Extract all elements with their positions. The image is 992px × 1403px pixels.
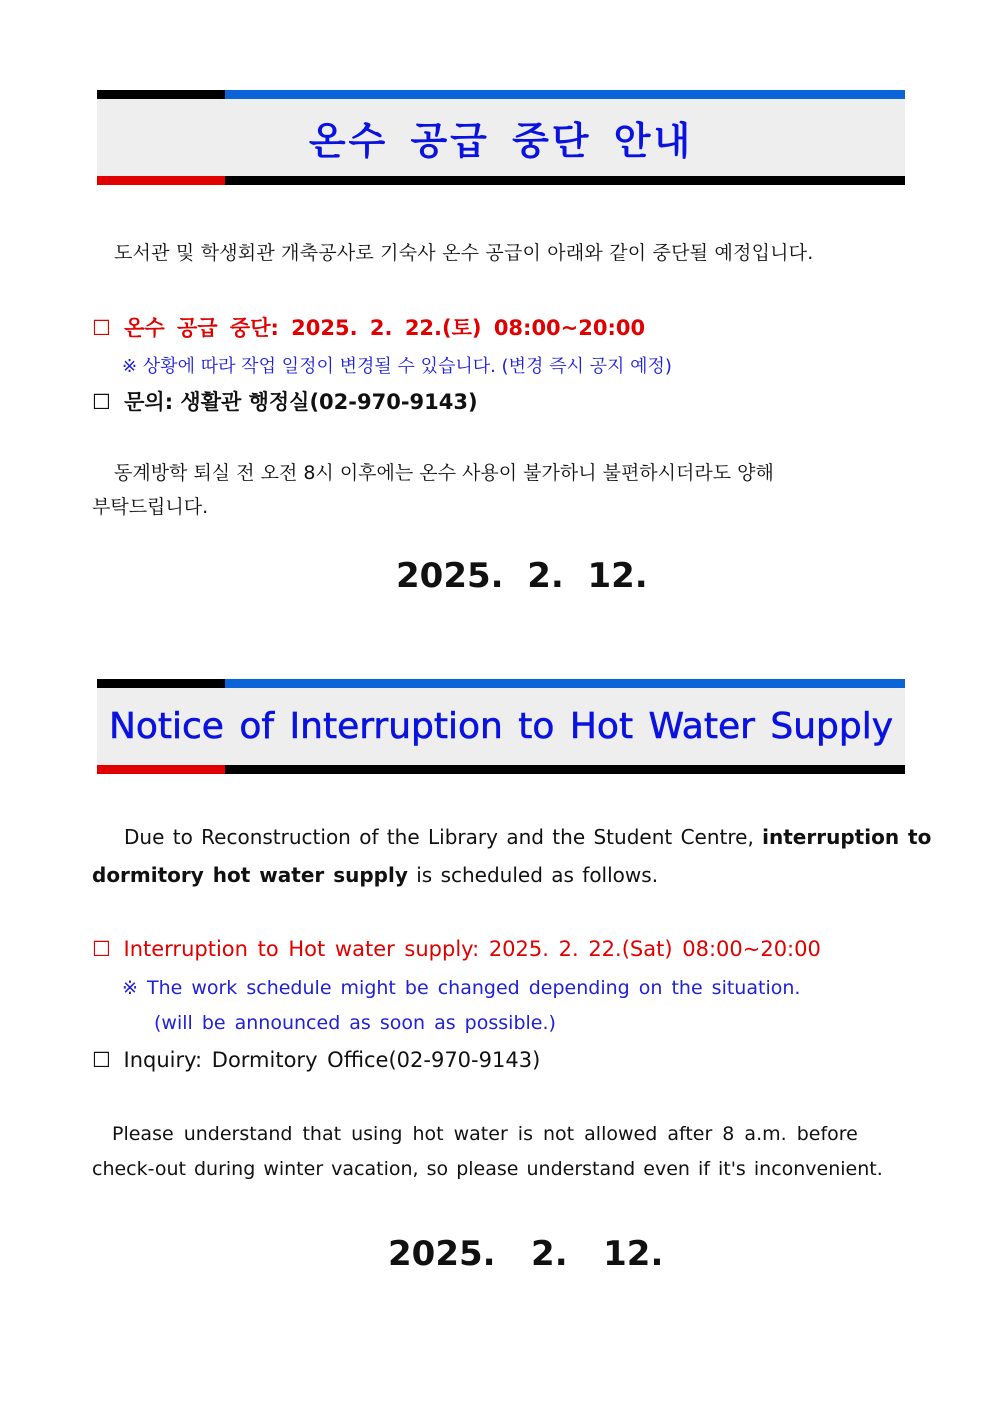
korean-outage-text: 온수 공급 중단: 2025. 2. 22.(토) 08:00~20:00 [124, 316, 646, 340]
english-note-line1: ※ The work schedule might be changed depending on the situation. [122, 977, 801, 999]
banner-top-bar [97, 679, 905, 688]
english-intro-a: Due to Reconstruction of the Library and the Student Centre, [124, 825, 754, 849]
english-intro-c: dormitory hot water supply [92, 863, 408, 887]
english-date: 2025. 2. 12. [388, 1234, 664, 1274]
checkbox-icon: ☐ [92, 937, 111, 961]
checkbox-icon: ☐ [92, 390, 111, 414]
english-intro-b: interruption to [762, 825, 932, 849]
english-item-inquiry [92, 1048, 540, 1072]
korean-intro: 도서관 및 학생회관 개축공사로 기숙사 온수 공급이 아래와 같이 중단될 예정입니다. [114, 242, 814, 264]
korean-inquiry-text: 문의: 생활관 행정실(02-970-9143) [124, 390, 478, 414]
korean-closing-line2: 부탁드립니다. [92, 496, 209, 518]
banner-bottom-bar [97, 176, 905, 185]
banner-top-bar [97, 90, 905, 99]
korean-item-inquiry [92, 386, 478, 416]
english-intro-d: is scheduled as follows. [416, 863, 659, 887]
english-closing-line2: check-out during winter vacation, so please understand even if it's inconvenient. [92, 1158, 883, 1180]
korean-note: ※ 상황에 따라 작업 일정이 변경될 수 있습니다. (변경 즉시 공지 예정) [122, 356, 672, 377]
english-inquiry-text: Inquiry: Dormitory Office(02-970-9143) [123, 1048, 541, 1072]
banner-bottom-bar [97, 765, 905, 774]
english-closing-line1: Please understand that using hot water is not allowed after 8 a.m. before [112, 1123, 858, 1145]
english-outage-text: Interruption to Hot water supply: 2025. 2. 22.(Sat) 08:00~20:00 [123, 937, 821, 961]
english-item-outage [92, 937, 821, 961]
english-intro-line1 [124, 825, 931, 849]
korean-item-outage [92, 312, 645, 342]
korean-date: 2025. 2. 12. [396, 556, 648, 596]
checkbox-icon: ☐ [92, 316, 111, 340]
korean-closing-line1: 동계방학 퇴실 전 오전 8시 이후에는 온수 사용이 불가하니 불편하시더라도 양해 [114, 462, 774, 484]
korean-title: 온수 공급 중단 안내 [308, 119, 694, 163]
english-note-line2: (will be announced as soon as possible.) [154, 1012, 556, 1034]
english-intro-line2 [92, 863, 658, 887]
korean-title-banner [97, 90, 905, 185]
english-title-banner [97, 679, 905, 774]
english-title: Notice of Interruption to Hot Water Supply [108, 706, 894, 747]
checkbox-icon: ☐ [92, 1048, 111, 1072]
